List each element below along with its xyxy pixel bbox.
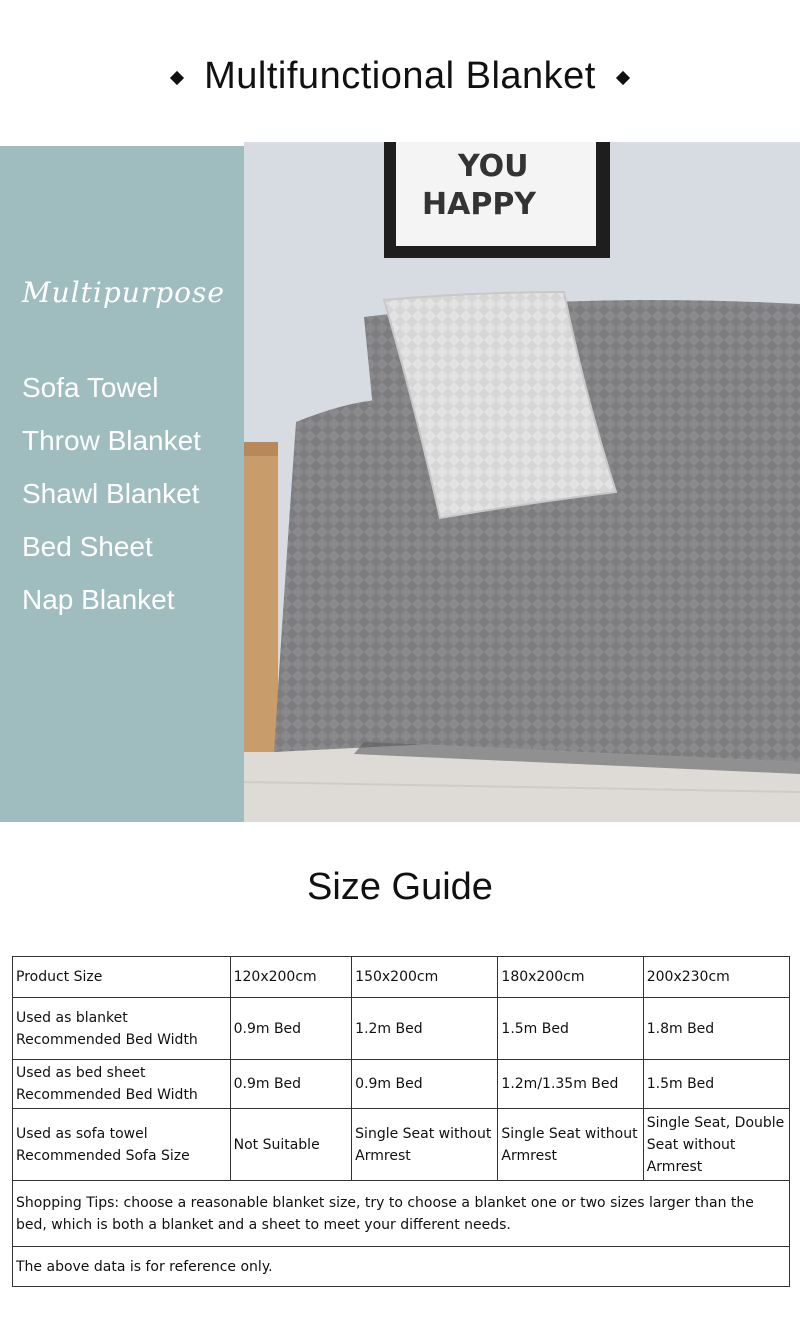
table-cell: 1.2m Bed: [352, 998, 498, 1060]
table-row: [13, 1109, 790, 1181]
size-header: 200x230cm: [643, 957, 789, 998]
poster-text-line2: HAPPY: [422, 187, 537, 222]
row-label-line2: Recommended Bed Width: [16, 1087, 198, 1103]
table-cell: 1.2m/1.35m Bed: [498, 1060, 643, 1109]
tips-row: [13, 1181, 790, 1247]
diamond-icon: [616, 71, 630, 85]
poster-frame: [384, 142, 610, 258]
table-row: [13, 998, 790, 1060]
diamond-icon: [170, 71, 184, 85]
row-label-line2: Recommended Bed Width: [16, 1031, 198, 1048]
sofa-photo: [244, 142, 800, 822]
use-item: Throw Blanket: [22, 425, 201, 456]
row-label: [13, 998, 231, 1060]
size-header: 150x200cm: [352, 957, 498, 998]
table-cell: 0.9m Bed: [230, 998, 352, 1060]
table-cell: 0.9m Bed: [352, 1060, 498, 1109]
reference-note: The above data is for reference only.: [13, 1247, 790, 1287]
use-item: Bed Sheet: [22, 531, 153, 562]
size-header: 120x200cm: [230, 957, 352, 998]
table-cell: Single Seat without Armrest: [498, 1109, 643, 1181]
table-cell: 0.9m Bed: [230, 1060, 352, 1109]
page-header: [0, 48, 800, 104]
size-header: 180x200cm: [498, 957, 643, 998]
table-cell: 1.5m Bed: [498, 998, 643, 1060]
table-cell: Single Seat without Armrest: [352, 1109, 498, 1181]
table-header-row: [13, 957, 790, 998]
row-label-line2: Recommended Sofa Size: [16, 1147, 190, 1164]
poster-text-line1: YOU: [458, 149, 529, 184]
use-item: Sofa Towel: [22, 372, 159, 403]
shopping-tips: Shopping Tips: choose a reasonable blanket size, try to choose a blanket one or two sizes larger than the bed, which is both a blanket and a sheet to meet your different needs.: [13, 1181, 790, 1247]
uses-panel: [0, 146, 244, 822]
page-title: Multifunctional Blanket: [204, 54, 596, 97]
row-label-line1: Used as blanket: [16, 1009, 128, 1026]
note-row: [13, 1247, 790, 1287]
table-cell: Single Seat, Double Seat without Armrest: [643, 1109, 789, 1181]
row-label-line1: Used as sofa towel: [16, 1125, 148, 1142]
script-title: Multipurpose: [22, 276, 225, 309]
table-cell: 1.8m Bed: [643, 998, 789, 1060]
size-guide-title: Size Guide: [307, 866, 493, 908]
row-label-line1: Used as bed sheet: [16, 1065, 146, 1081]
header-label: Product Size: [13, 957, 231, 998]
table-cell: Not Suitable: [230, 1109, 352, 1181]
use-item: Shawl Blanket: [22, 478, 200, 509]
use-item: Nap Blanket: [22, 584, 175, 615]
table-cell: 1.5m Bed: [643, 1060, 789, 1109]
size-guide-table: [12, 956, 790, 1287]
row-label: [13, 1060, 231, 1109]
hero-section: [0, 142, 800, 822]
row-label: [13, 1109, 231, 1181]
table-row: [13, 1060, 790, 1109]
